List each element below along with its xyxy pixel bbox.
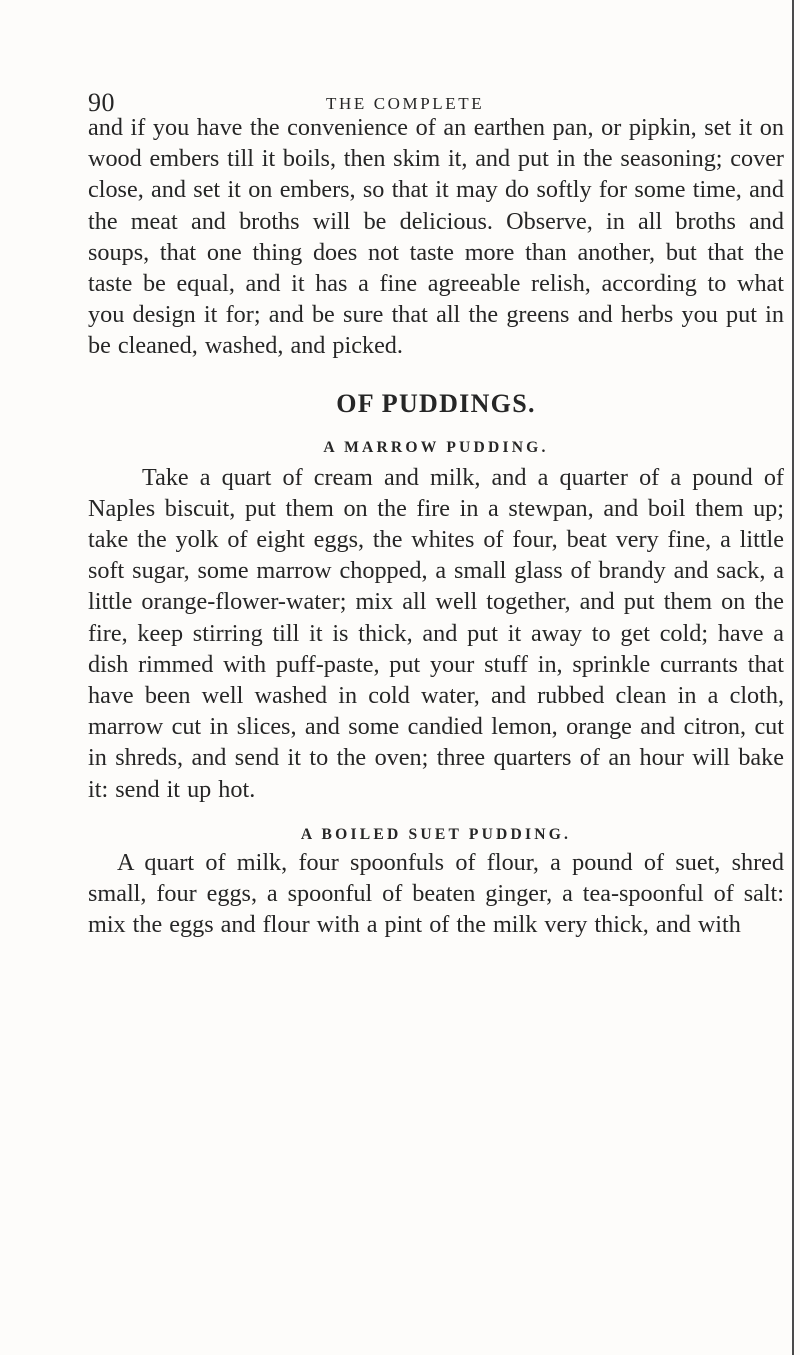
text-block xyxy=(88,112,784,940)
recipe-title-boiled-suet-pudding: A BOILED SUET PUDDING. xyxy=(300,825,572,843)
page-number: 90 xyxy=(88,88,115,117)
recipe-body-boiled-suet-pudding: A quart of milk, four spoonfuls of flour, a pound of suet, shred small, four eggs, a spoonful of beaten ginger, a tea-spoonful of salt: mix the eggs and flour with a pint of the milk very thick, and with xyxy=(88,848,784,939)
recipe-body-marrow-pudding: Take a quart of cream and milk, and a quarter of a pound of Naples biscuit, put them on the fire in a stewpan, and boil them up; take the yolk of eight eggs, the whites of four, beat very fine, a little soft sugar, some marrow chopped, a small glass of brandy and sack, a little orange-flower-water; mix all well together, and put them on the fire, keep stirring till it is thick, and put it away to get cold; have a dish rimmed with puff-paste, put your stuff in, sprinkle currants that have been well washed in cold water, and rubbed clean in a cloth, marrow cut in slices, and some candied lemon, orange and citron, cut in shreds, and send it to the oven; three quarters of an hour will bake it: send it up hot. xyxy=(88,463,784,803)
recipe-title-marrow-pudding: A MARROW PUDDING. xyxy=(323,438,549,456)
running-head: THE COMPLETE xyxy=(326,94,485,113)
opening-paragraph: and if you have the convenience of an earthen pan, or pipkin, set it on wood embers till it boils, then skim it, and put in the seasoning; cover close, and set it on embers, so that it may do softly for some time, and the meat and broths will be delicious. Observe, in all broths and soups, that one thing does not taste more than another, but that the taste be equal, and it has a fine agreeable relish, according to what you design it for; and be sure that all the greens and herbs you put in be cleaned, washed, and picked. xyxy=(88,114,784,360)
page-edge-rule xyxy=(792,0,794,1355)
section-title: OF PUDDINGS. xyxy=(336,388,536,418)
